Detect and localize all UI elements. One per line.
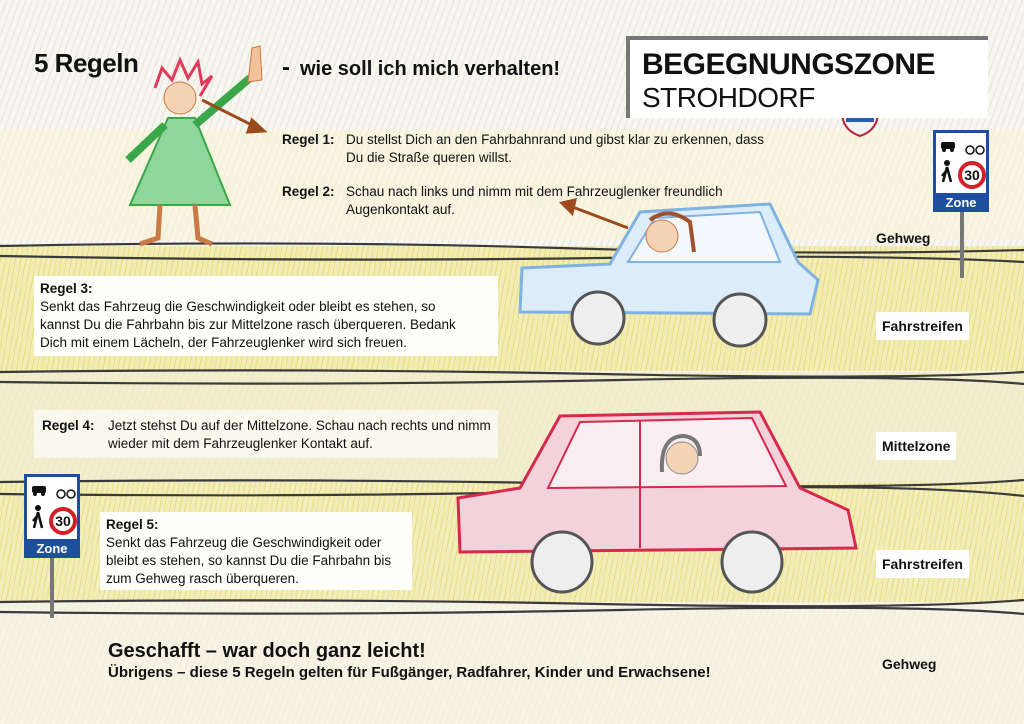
lane-label-mittelzone: Mittelzone: [876, 432, 956, 460]
sidewalk-bottom: [0, 602, 1024, 724]
lane-label-fahrstreifen-bottom: Fahrstreifen: [876, 550, 969, 578]
zone-sign-top: [933, 130, 989, 212]
page-title: 5 Regeln: [34, 48, 139, 78]
rule-1-text: Du stellst Dich an den Fahrbahnrand und gibst klar zu erkennen, dass Du die Straße queren willst.: [346, 132, 764, 165]
rule-2-label: Regel 2:: [282, 184, 335, 199]
footer-headline: Geschafft – war doch ganz leicht!: [108, 640, 426, 662]
rule-3-text: Senkt das Fahrzeug die Geschwindigkeit oder bleibt es stehen, so kannst Du die Fahrbahn bis zur Mittelzone rasch überqueren. Bedank Dich mit einem Lächeln, der Fahrzeuglenker wird sich freuen.: [40, 299, 456, 350]
rule-3-box: [34, 276, 498, 356]
rule-3-label: Regel 3:: [40, 281, 93, 296]
footer-note: Übrigens – diese 5 Regeln gelten für Fußgänger, Radfahrer, Kinder und Erwachsene!: [108, 664, 711, 681]
rule-1-label: Regel 1:: [282, 132, 335, 147]
zone-sign-top-label: Zone: [945, 195, 977, 210]
rule-5-box: [100, 512, 412, 590]
subtitle-dash: -: [282, 54, 290, 81]
brand-title: BEGEGNUNGSZONE: [642, 48, 936, 81]
lane-label-gehweg-top: Gehweg: [876, 230, 931, 246]
zone-sign-top-icon: [933, 130, 989, 212]
rule-4-text: Jetzt stehst Du auf der Mittelzone. Schau nach rechts und nimm wieder mit dem Fahrzeuglenker Kontakt auf.: [108, 418, 491, 451]
zone-sign-bottom-icon: [24, 474, 80, 558]
rule-5-text: Senkt das Fahrzeug die Geschwindigkeit oder bleibt es stehen, so kannst Du die Fahrbahn bis zum Gehweg rasch überqueren.: [106, 535, 392, 586]
lane-label-gehweg-bottom: Gehweg: [882, 656, 937, 672]
subtitle-text: wie soll ich mich verhalten!: [300, 58, 561, 80]
brand-subtitle: STROHDORF: [642, 82, 815, 113]
rule-5-label: Regel 5:: [106, 517, 159, 532]
page-subtitle: [282, 54, 560, 82]
lane-label-fahrstreifen-top: Fahrstreifen: [876, 312, 969, 340]
zone-sign-top-speed: 30: [964, 167, 980, 183]
zone-sign-bottom-speed: 30: [55, 513, 71, 529]
rule-2-text: Schau nach links und nimm mit dem Fahrzeuglenker freundlich Augenkontakt auf.: [346, 184, 723, 217]
zone-sign-bottom-label: Zone: [36, 541, 68, 556]
rule-4-label: Regel 4:: [42, 418, 95, 433]
zone-sign-bottom: [24, 474, 80, 558]
